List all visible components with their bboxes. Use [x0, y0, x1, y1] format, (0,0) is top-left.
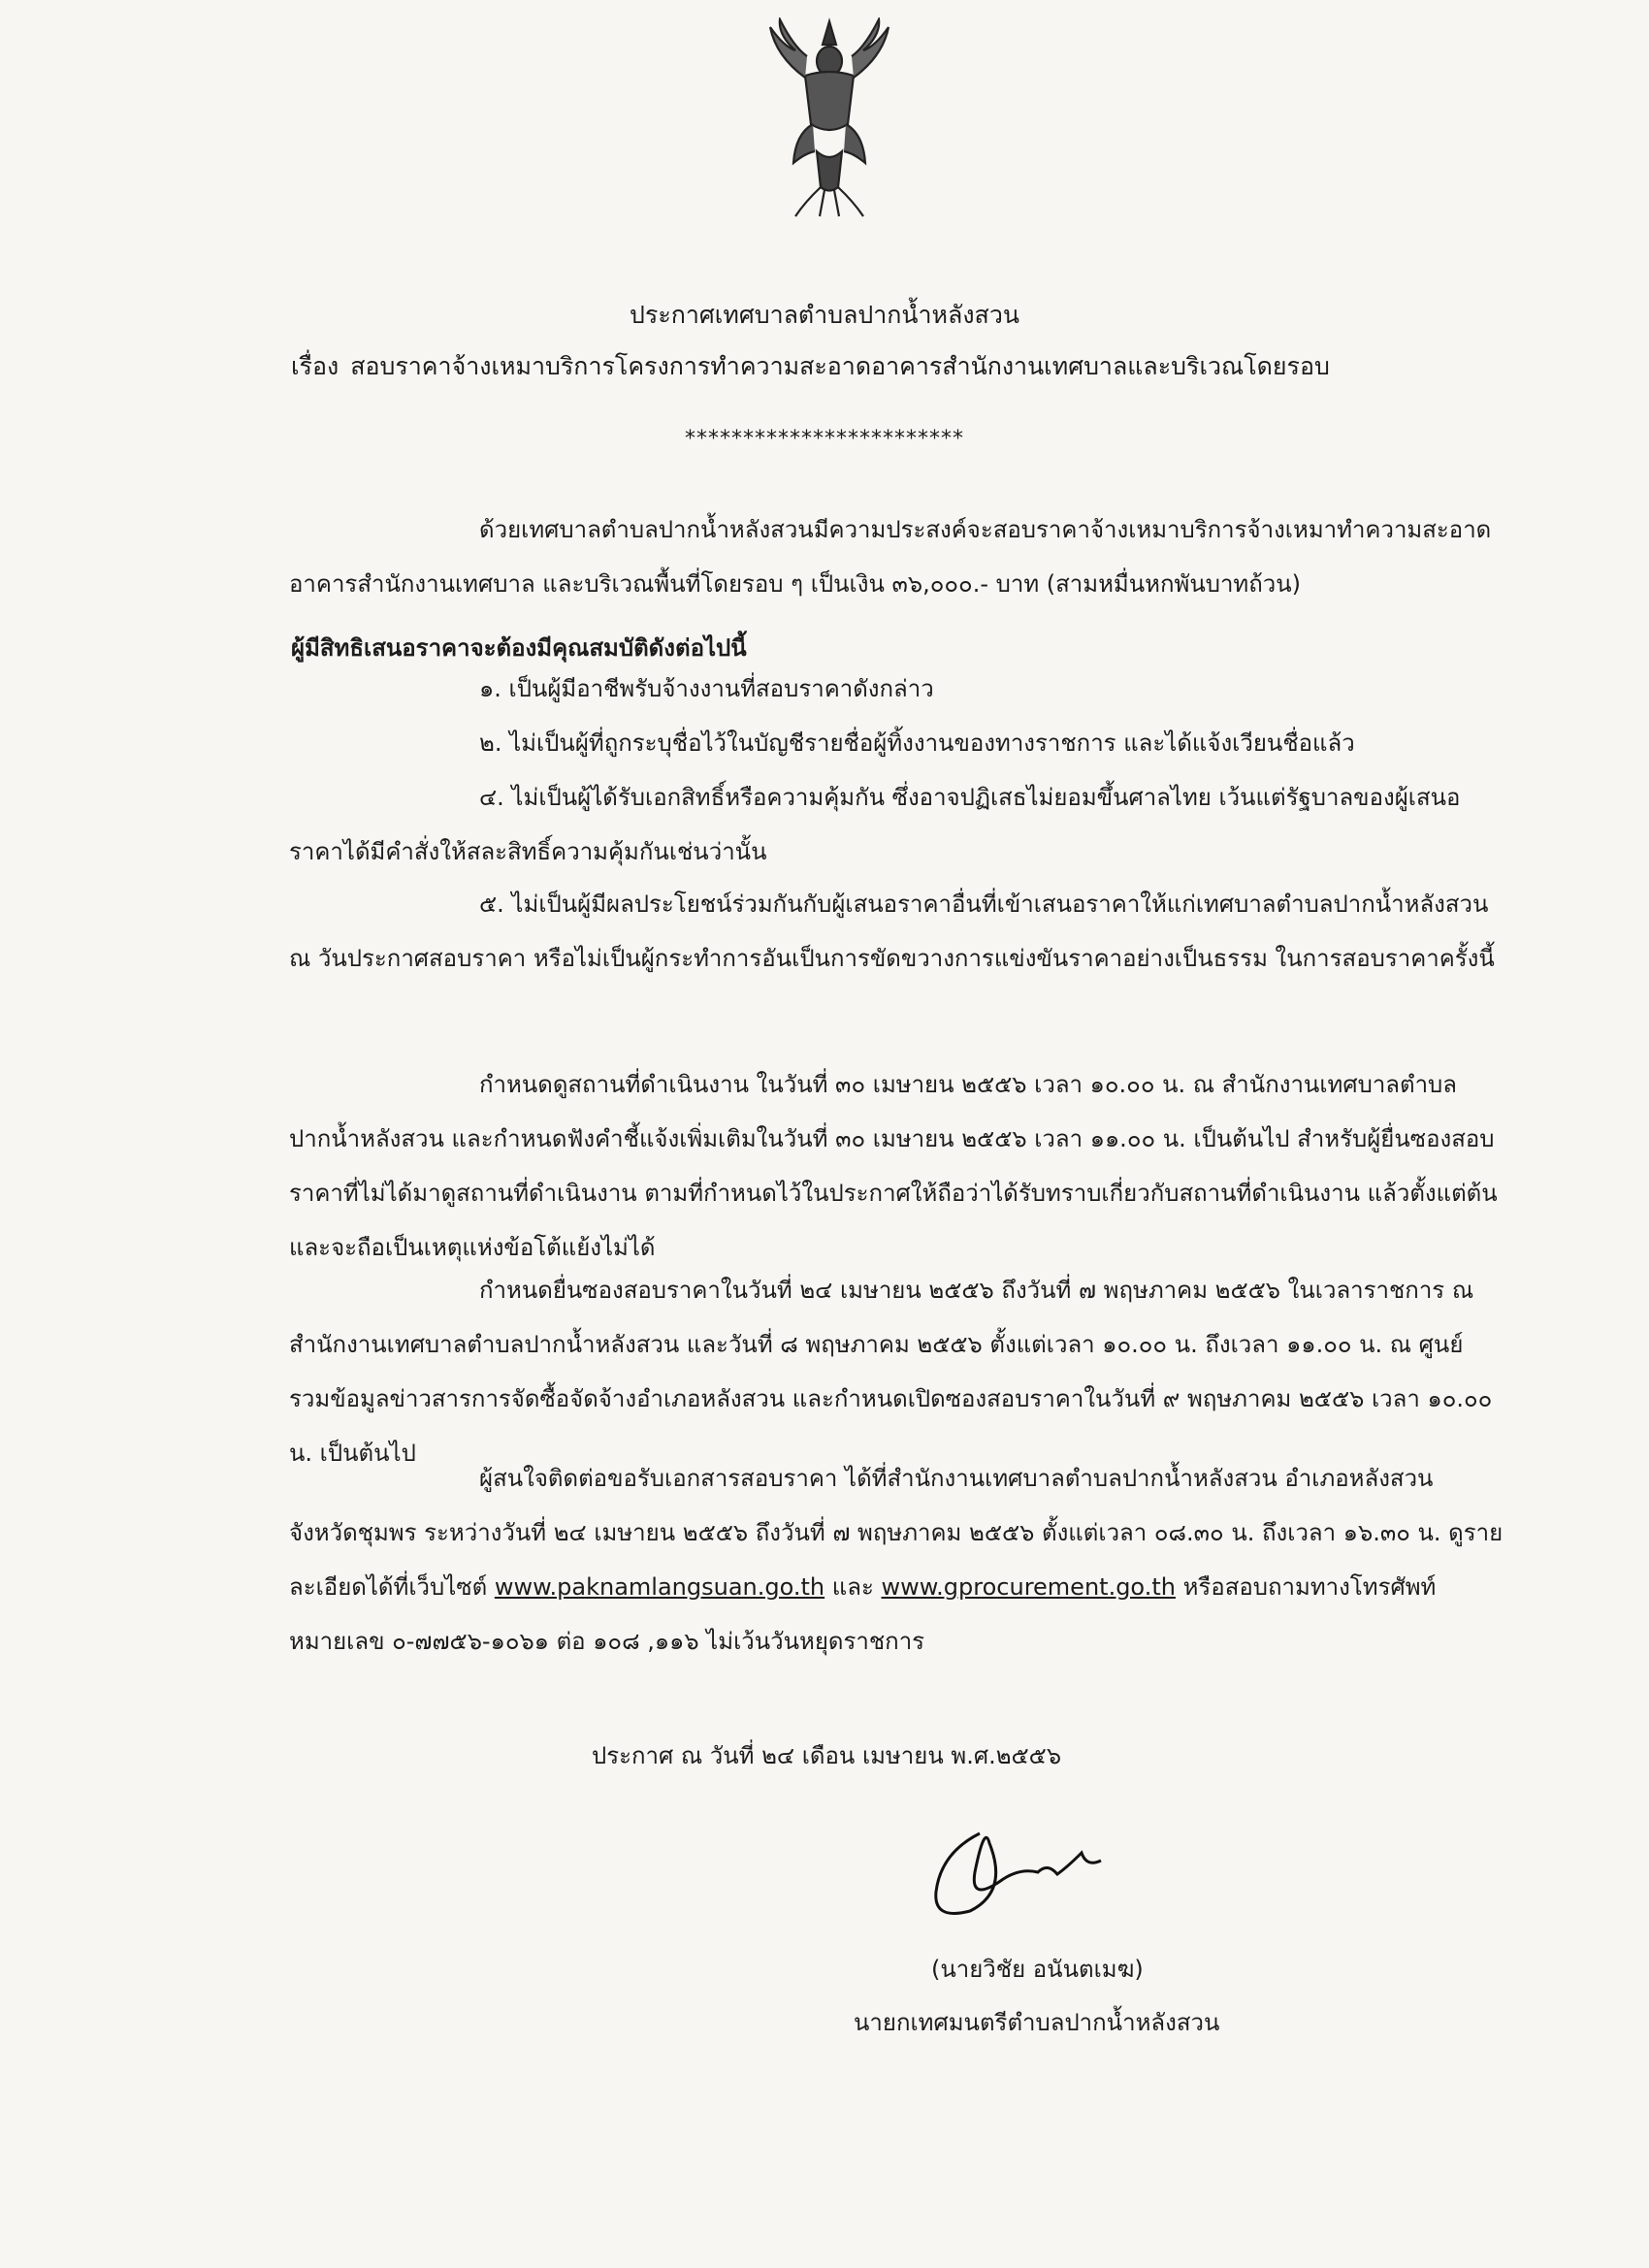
contact-text-1: ผู้สนใจติดต่อขอรับเอกสารสอบราคา ได้ที่สำนักงานเทศบาลตำบลปากน้ำหลังสวน อำเภอหลังสวน จังหวัดชุมพร ระหว่างวันที่ ๒๔ เมษายน ๒๕๕๖ ถึงวันที่ ๗ พฤษภาคม ๒๕๕๖ ตั้งแต่เวลา ๐๘.๓๐ น. ถึงเวลา ๑๖.๓๐ น. ดูรายละเอียดได้ที่เว็บไซต์ [289, 1465, 1504, 1601]
signature-icon [922, 1814, 1135, 1930]
website-link-gprocurement[interactable]: www.gprocurement.go.th [881, 1573, 1176, 1601]
contact-text-2: หรือสอบถามทางโทรศัพท์หมายเลข ๐-๗๗๕๖-๑๐๖๑ ต่อ ๑๐๘ ,๑๑๖ ไม่เว้นวันหยุดราชการ [289, 1573, 1437, 1655]
submission-paragraph: กำหนดยื่นซองสอบราคาในวันที่ ๒๔ เมษายน ๒๕๕๖ ถึงวันที่ ๗ พฤษภาคม ๒๕๕๖ ในเวลาราชการ ณ สำนักงานเทศบาลตำบลปากน้ำหลังสวน และวันที่ ๘ พฤษภาคม ๒๕๕๖ ตั้งแต่เวลา ๑๐.๐๐ น. ถึงเวลา ๑๑.๐๐ น. ณ ศูนย์รวมข้อมูลข่าวสารการจัดซื้อจัดจ้างอำเภอหลังสวน และกำหนดเปิดซองสอบราคาในวันที่ ๙ พฤษภาคม ๒๕๕๖ เวลา ๑๐.๐๐ น. เป็นต้นไป [289, 1277, 1493, 1467]
qualification-item-2: ๒. ไม่เป็นผู้ที่ถูกระบุชื่อไว้ในบัญชีรายชื่อผู้ทิ้งงานของทางราชการ และได้แจ้งเวียนชื่อแล้ว [479, 729, 1355, 757]
qualifications-heading: ผู้มีสิทธิเสนอราคาจะต้องมีคุณสมบัติดังต่อไปนี้ [291, 634, 747, 662]
subject-text: สอบราคาจ้างเหมาบริการโครงการทำความสะอาดอาคารสำนักงานเทศบาลและบริเวณโดยรอบ [350, 352, 1330, 380]
subject-label: เรื่อง [291, 352, 340, 380]
announce-date: ประกาศ ณ วันที่ ๒๔ เดือน เมษายน พ.ศ.๒๕๕๖ [592, 1742, 1062, 1769]
qualification-item-1: ๑. เป็นผู้มีอาชีพรับจ้างงานที่สอบราคาดังกล่าว [479, 675, 934, 702]
document-title: ประกาศเทศบาลตำบลปากน้ำหลังสวน [630, 301, 1019, 329]
contact-and: และ [831, 1573, 874, 1601]
site-visit-paragraph: กำหนดดูสถานที่ดำเนินงาน ในวันที่ ๓๐ เมษายน ๒๕๕๖ เวลา ๑๐.๐๐ น. ณ สำนักงานเทศบาลตำบลปากน้ำหลังสวน และกำหนดฟังคำชี้แจ้งเพิ่มเติมในวันที่ ๓๐ เมษายน ๒๕๕๖ เวลา ๑๑.๐๐ น. เป็นต้นไป สำหรับผู้ยื่นซองสอบราคาที่ไม่ได้มาดูสถานที่ดำเนินงาน ตามที่กำหนดไว้ในประกาศให้ถือว่าได้รับทราบเกี่ยวกับสถานที่ดำเนินงาน แล้วตั้งแต่ต้น และจะถือเป็นเหตุแห่งข้อโต้แย้งไม่ได้ [289, 1071, 1498, 1261]
signer-position: นายกเทศมนตรีตำบลปากน้ำหลังสวน [854, 2009, 1220, 2036]
signer-name: (นายวิชัย อนันตเมฆ) [931, 1956, 1144, 1983]
intro-paragraph: ด้วยเทศบาลตำบลปากน้ำหลังสวนมีความประสงค์จะสอบราคาจ้างเหมาบริการจ้างเหมาทำความสะอาดอาคารสำนักงานเทศบาล และบริเวณพื้นที่โดยรอบ ๆ เป็นเงิน ๓๖,๐๐๐.- บาท (สามหมื่นหกพันบาทถ้วน) [289, 516, 1492, 598]
document-subject [291, 347, 1330, 386]
contact-paragraph [289, 1451, 1504, 1669]
qualification-item-5: ๕. ไม่เป็นผู้มีผลประโยชน์ร่วมกันกับผู้เสนอราคาอื่นที่เข้าเสนอราคาให้แก่เทศบาลตำบลปากน้ำหลังสวน ณ วันประกาศสอบราคา หรือไม่เป็นผู้กระทำการอันเป็นการขัดขวางการแข่งขันราคาอย่างเป็นธรรม ในการสอบราคาครั้งนี้ [289, 891, 1495, 972]
separator-stars: ************************ [685, 427, 964, 451]
website-link-paknamlangsuan[interactable]: www.paknamlangsuan.go.th [494, 1573, 825, 1601]
garuda-emblem-icon [766, 17, 892, 221]
qualification-item-4: ๔. ไม่เป็นผู้ได้รับเอกสิทธิ์หรือความคุ้มกัน ซึ่งอาจปฏิเสธไม่ยอมขึ้นศาลไทย เว้นแต่รัฐบาลของผู้เสนอราคาได้มีคำสั่งให้สละสิทธิ์ความคุ้มกันเช่นว่านั้น [289, 784, 1461, 865]
